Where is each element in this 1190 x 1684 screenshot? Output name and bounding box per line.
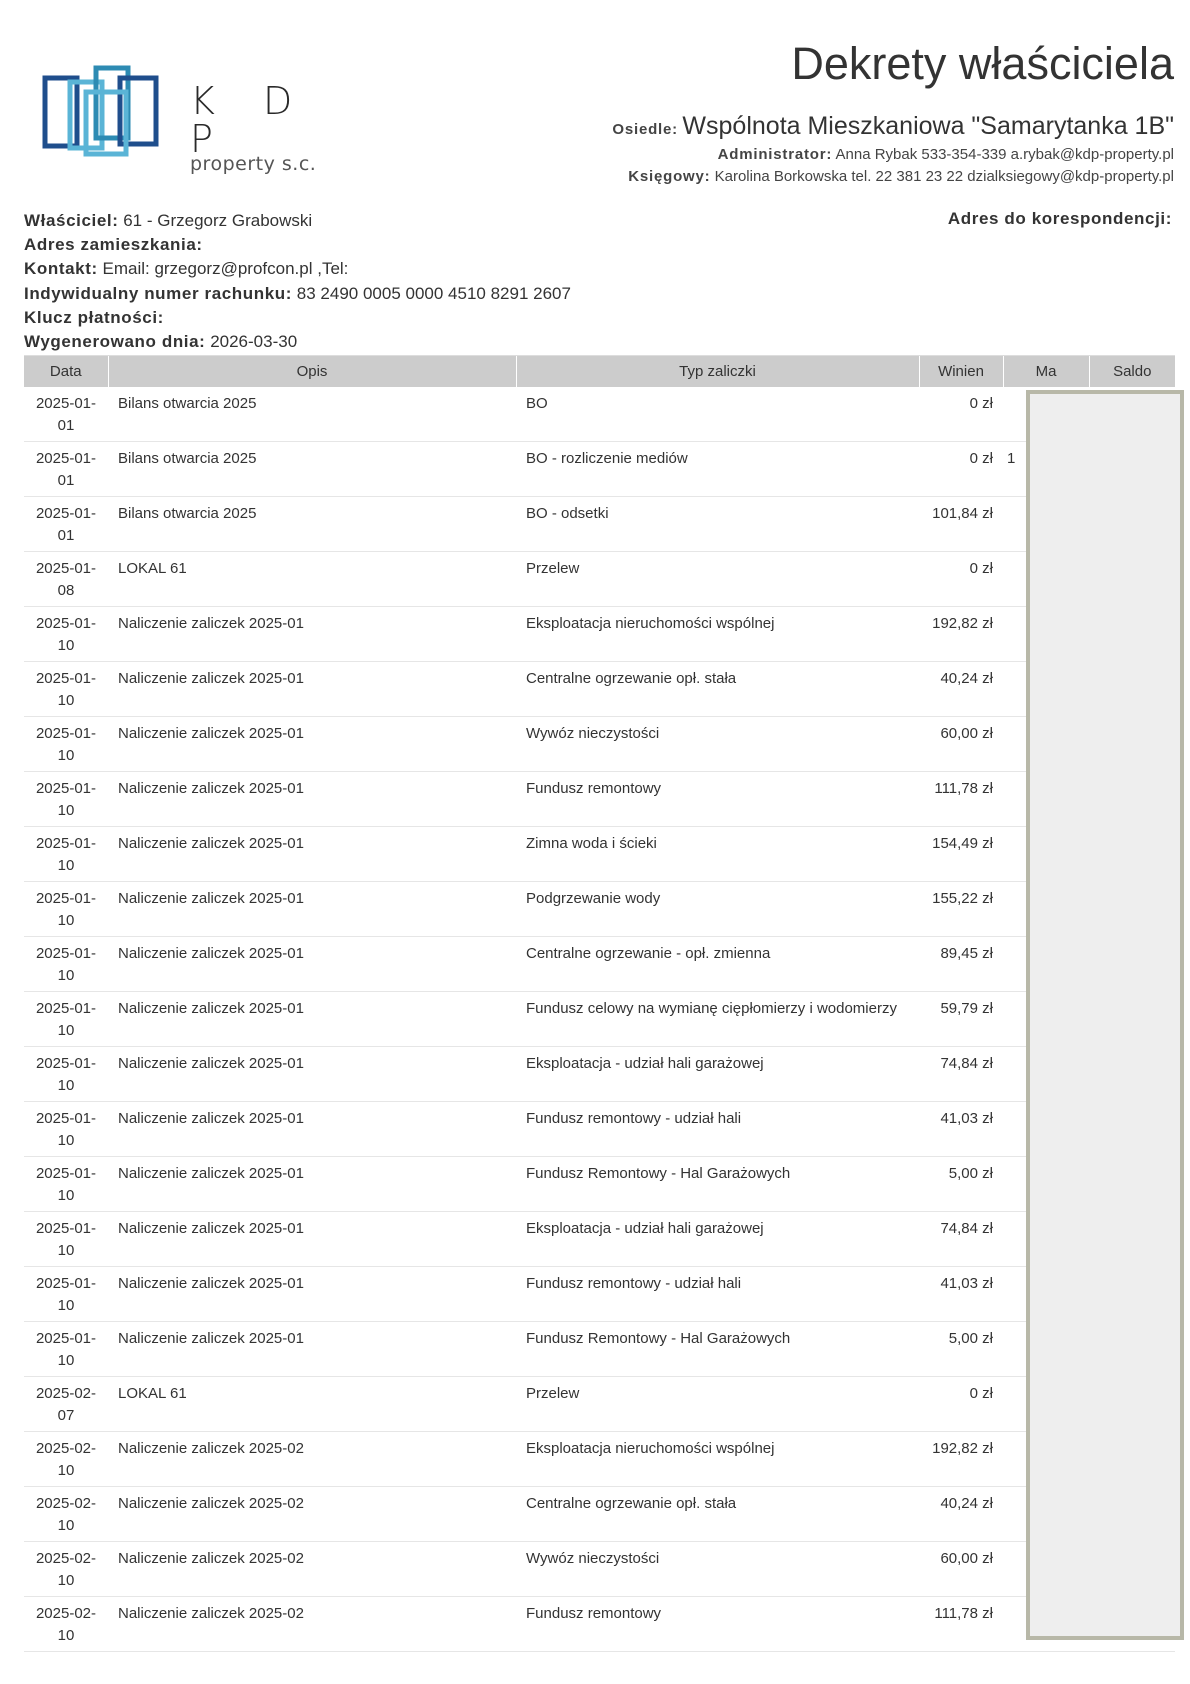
cell-typ: Zimna woda i ścieki <box>516 826 919 881</box>
logo-subtitle: property s.c. <box>190 153 317 175</box>
cell-winien: 74,84 zł <box>919 1046 1003 1101</box>
table-row <box>24 1046 1175 1101</box>
date-part: 10 <box>57 1241 75 1259</box>
cell-winien: 155,22 zł <box>919 881 1003 936</box>
table-row <box>24 387 1175 442</box>
administrator-line <box>718 146 1174 163</box>
cell-winien: 5,00 zł <box>919 1156 1003 1211</box>
date-part: 2025-01- <box>35 614 97 632</box>
date-part: 2025-01- <box>35 1054 97 1072</box>
cell-winien: 101,84 zł <box>919 496 1003 551</box>
date-part: 01 <box>57 471 75 489</box>
cell-typ: Fundusz Remontowy - Hal Garażowych <box>516 1156 919 1211</box>
date-part: 08 <box>57 581 75 599</box>
cell-date <box>24 716 108 771</box>
logo-text <box>190 79 340 175</box>
table-row <box>24 1156 1175 1211</box>
cell-date <box>24 1101 108 1156</box>
cell-typ: Eksploatacja nieruchomości wspólnej <box>516 606 919 661</box>
date-part: 2025-02- <box>35 1604 97 1622</box>
cell-date <box>24 1541 108 1596</box>
cell-typ: Eksploatacja nieruchomości wspólnej <box>516 1431 919 1486</box>
cell-typ: Fundusz remontowy - udział hali <box>516 1266 919 1321</box>
cell-typ: Fundusz remontowy <box>516 1596 919 1651</box>
table-row <box>24 1211 1175 1266</box>
table-row <box>24 606 1175 661</box>
cell-winien: 111,78 zł <box>919 771 1003 826</box>
table-row <box>24 1431 1175 1486</box>
date-part: 2025-01- <box>35 669 97 687</box>
ledger-body <box>24 387 1175 1652</box>
date-part: 2025-01- <box>35 559 97 577</box>
owner-value: 61 - Grzegorz Grabowski <box>123 211 313 230</box>
cell-opis: Naliczenie zaliczek 2025-01 <box>108 716 516 771</box>
cell-date <box>24 881 108 936</box>
cell-winien: 41,03 zł <box>919 1266 1003 1321</box>
table-row <box>24 716 1175 771</box>
table-row <box>24 551 1175 606</box>
table-row <box>24 1321 1175 1376</box>
cell-opis: Naliczenie zaliczek 2025-02 <box>108 1541 516 1596</box>
cell-typ: Fundusz celowy na wymianę ciępłomierzy i wodomierzy <box>516 991 919 1046</box>
cell-date <box>24 1596 108 1651</box>
cell-date <box>24 387 108 442</box>
date-part: 10 <box>57 1186 75 1204</box>
cell-date <box>24 661 108 716</box>
table-row <box>24 936 1175 991</box>
date-part: 10 <box>57 1021 75 1039</box>
osiedle-label: Osiedle: <box>612 121 678 138</box>
contact-label: Kontakt: <box>24 259 98 279</box>
cell-winien: 5,00 zł <box>919 1321 1003 1376</box>
cell-winien: 60,00 zł <box>919 1541 1003 1596</box>
cell-opis: Bilans otwarcia 2025 <box>108 496 516 551</box>
column-header-typ: Typ zaliczki <box>516 356 919 387</box>
cell-opis: Naliczenie zaliczek 2025-01 <box>108 1266 516 1321</box>
cell-winien: 40,24 zł <box>919 1486 1003 1541</box>
table-row <box>24 991 1175 1046</box>
cell-typ: Przelew <box>516 1376 919 1431</box>
cell-date <box>24 1486 108 1541</box>
table-row <box>24 826 1175 881</box>
table-row <box>24 1266 1175 1321</box>
cell-date <box>24 1321 108 1376</box>
owner-line <box>24 209 571 233</box>
date-part: 07 <box>57 1406 75 1424</box>
logo-mark-icon <box>40 60 180 160</box>
cell-date <box>24 551 108 606</box>
cell-typ: BO - odsetki <box>516 496 919 551</box>
cell-opis: Naliczenie zaliczek 2025-02 <box>108 1596 516 1651</box>
date-part: 2025-01- <box>35 834 97 852</box>
company-logo <box>40 60 340 175</box>
cell-winien: 0 zł <box>919 1376 1003 1431</box>
cell-winien: 74,84 zł <box>919 1211 1003 1266</box>
column-header-winien: Winien <box>919 356 1003 387</box>
cell-opis: Naliczenie zaliczek 2025-02 <box>108 1431 516 1486</box>
date-part: 10 <box>57 1131 75 1149</box>
cell-opis: Naliczenie zaliczek 2025-01 <box>108 1211 516 1266</box>
owner-label: Właściciel: <box>24 211 119 230</box>
address-label: Adres zamieszkania: <box>24 235 203 255</box>
date-part: 2025-02- <box>35 1384 97 1402</box>
cell-winien: 59,79 zł <box>919 991 1003 1046</box>
cell-typ: Wywóz nieczystości <box>516 1541 919 1596</box>
cell-winien: 0 zł <box>919 387 1003 442</box>
generated-line <box>24 330 571 354</box>
cell-opis: Naliczenie zaliczek 2025-01 <box>108 606 516 661</box>
date-part: 01 <box>57 526 75 544</box>
cell-opis: Naliczenie zaliczek 2025-01 <box>108 1156 516 1211</box>
cell-typ: Eksploatacja - udział hali garażowej <box>516 1046 919 1101</box>
date-part: 10 <box>57 801 75 819</box>
date-part: 10 <box>57 1296 75 1314</box>
date-part: 10 <box>57 911 75 929</box>
cell-winien: 89,45 zł <box>919 936 1003 991</box>
ksiegowy-value: Karolina Borkowska tel. 22 381 23 22 dzialksiegowy@kdp-property.pl <box>714 168 1174 185</box>
cell-opis: Naliczenie zaliczek 2025-01 <box>108 771 516 826</box>
cell-opis: Naliczenie zaliczek 2025-01 <box>108 661 516 716</box>
address-line <box>24 233 571 257</box>
contact-line <box>24 257 571 281</box>
cell-date <box>24 1211 108 1266</box>
ksiegowy-label: Księgowy: <box>628 168 711 185</box>
account-label: Indywidualny numer rachunku: <box>24 283 293 303</box>
date-part: 2025-01- <box>35 889 97 907</box>
cell-typ: BO <box>516 387 919 442</box>
cell-date <box>24 1266 108 1321</box>
cell-opis: Naliczenie zaliczek 2025-02 <box>108 1486 516 1541</box>
column-header-ma: Ma <box>1003 356 1089 387</box>
date-part: 2025-01- <box>35 504 97 522</box>
date-part: 2025-01- <box>35 1164 97 1182</box>
cell-typ: Centralne ogrzewanie - opł. zmienna <box>516 936 919 991</box>
cell-date <box>24 991 108 1046</box>
cell-date <box>24 1156 108 1211</box>
payment-key-line <box>24 306 571 330</box>
date-part: 2025-01- <box>35 724 97 742</box>
date-part: 10 <box>57 1571 75 1589</box>
generated-label: Wygenerowano dnia: <box>24 332 206 352</box>
table-row <box>24 1486 1175 1541</box>
osiedle-value: Wspólnota Mieszkaniowa "Samarytanka 1B" <box>682 112 1174 140</box>
date-part: 10 <box>57 1461 75 1479</box>
cell-opis: Naliczenie zaliczek 2025-01 <box>108 1321 516 1376</box>
cell-date <box>24 1376 108 1431</box>
cell-opis: Naliczenie zaliczek 2025-01 <box>108 1046 516 1101</box>
table-row <box>24 1101 1175 1156</box>
cell-date <box>24 441 108 496</box>
owner-info <box>24 209 571 354</box>
date-part: 01 <box>57 416 75 434</box>
date-part: 2025-01- <box>35 1109 97 1127</box>
date-part: 10 <box>57 1351 75 1369</box>
table-row <box>24 1376 1175 1431</box>
date-part: 2025-01- <box>35 1219 97 1237</box>
cell-typ: Wywóz nieczystości <box>516 716 919 771</box>
cell-date <box>24 1431 108 1486</box>
date-part: 10 <box>57 1626 75 1644</box>
cell-date <box>24 771 108 826</box>
cell-date <box>24 496 108 551</box>
cell-opis: Bilans otwarcia 2025 <box>108 441 516 496</box>
date-part: 2025-02- <box>35 1494 97 1512</box>
table-row <box>24 496 1175 551</box>
date-part: 2025-01- <box>35 779 97 797</box>
cell-winien: 154,49 zł <box>919 826 1003 881</box>
cell-opis: Naliczenie zaliczek 2025-01 <box>108 881 516 936</box>
document-title: Dekrety właściciela <box>791 38 1174 89</box>
cell-date <box>24 1046 108 1101</box>
account-line <box>24 282 571 306</box>
date-part: 10 <box>57 966 75 984</box>
contact-value: Email: grzegorz@profcon.pl ,Tel: <box>102 259 349 279</box>
cell-opis: Naliczenie zaliczek 2025-01 <box>108 1101 516 1156</box>
date-part: 2025-01- <box>35 944 97 962</box>
administrator-value: Anna Rybak 533-354-339 a.rybak@kdp-property.pl <box>835 146 1174 163</box>
date-part: 10 <box>57 636 75 654</box>
cell-winien: 41,03 zł <box>919 1101 1003 1156</box>
date-part: 2025-01- <box>35 1329 97 1347</box>
ksiegowy-line <box>628 168 1174 185</box>
generated-value: 2026-03-30 <box>210 332 298 352</box>
cell-typ: BO - rozliczenie mediów <box>516 441 919 496</box>
cell-winien: 40,24 zł <box>919 661 1003 716</box>
payment-key-label: Klucz płatności: <box>24 307 164 327</box>
cell-winien: 192,82 zł <box>919 1431 1003 1486</box>
date-part: 2025-02- <box>35 1439 97 1457</box>
cell-typ: Eksploatacja - udział hali garażowej <box>516 1211 919 1266</box>
cell-opis: Naliczenie zaliczek 2025-01 <box>108 991 516 1046</box>
cell-typ: Fundusz remontowy <box>516 771 919 826</box>
cell-date <box>24 936 108 991</box>
cell-opis: Naliczenie zaliczek 2025-01 <box>108 826 516 881</box>
logo-name: K D P <box>190 79 311 161</box>
table-row <box>24 771 1175 826</box>
column-header-saldo: Saldo <box>1089 356 1175 387</box>
cell-winien: 0 zł <box>919 441 1003 496</box>
correspondence-label: Adres do korespondencji: <box>947 209 1172 228</box>
table-row <box>24 661 1175 716</box>
cell-typ: Podgrzewanie wody <box>516 881 919 936</box>
column-header-opis: Opis <box>108 356 516 387</box>
date-part: 2025-01- <box>35 1274 97 1292</box>
account-value: 83 2490 0005 0000 4510 8291 2607 <box>296 283 571 303</box>
date-part: 10 <box>57 691 75 709</box>
administrator-label: Administrator: <box>717 146 833 163</box>
column-header-data: Data <box>24 356 108 387</box>
cell-opis: Bilans otwarcia 2025 <box>108 387 516 442</box>
date-part: 2025-01- <box>35 394 97 412</box>
date-part: 10 <box>57 746 75 764</box>
cell-typ: Fundusz Remontowy - Hal Garażowych <box>516 1321 919 1376</box>
cell-opis: LOKAL 61 <box>108 1376 516 1431</box>
ledger-table <box>24 355 1175 1652</box>
date-part: 2025-01- <box>35 999 97 1017</box>
date-part: 2025-02- <box>35 1549 97 1567</box>
cell-opis: Naliczenie zaliczek 2025-01 <box>108 936 516 991</box>
cell-typ: Centralne ogrzewanie opł. stała <box>516 1486 919 1541</box>
cell-winien: 192,82 zł <box>919 606 1003 661</box>
cell-winien: 60,00 zł <box>919 716 1003 771</box>
osiedle-line <box>612 112 1174 141</box>
date-part: 10 <box>57 1076 75 1094</box>
cell-winien: 111,78 zł <box>919 1596 1003 1651</box>
cell-typ: Centralne ogrzewanie opł. stała <box>516 661 919 716</box>
table-row <box>24 441 1175 496</box>
table-header-row <box>24 356 1175 387</box>
cell-date <box>24 826 108 881</box>
cell-opis: LOKAL 61 <box>108 551 516 606</box>
date-part: 10 <box>57 1516 75 1534</box>
cell-ma: 1 <box>1003 441 1089 496</box>
cell-date <box>24 606 108 661</box>
cell-typ: Przelew <box>516 551 919 606</box>
cell-typ: Fundusz remontowy - udział hali <box>516 1101 919 1156</box>
date-part: 2025-01- <box>35 449 97 467</box>
redaction-box <box>1026 390 1184 1640</box>
table-row <box>24 1541 1175 1596</box>
date-part: 10 <box>57 856 75 874</box>
cell-winien: 0 zł <box>919 551 1003 606</box>
table-row <box>24 881 1175 936</box>
table-row <box>24 1596 1175 1651</box>
